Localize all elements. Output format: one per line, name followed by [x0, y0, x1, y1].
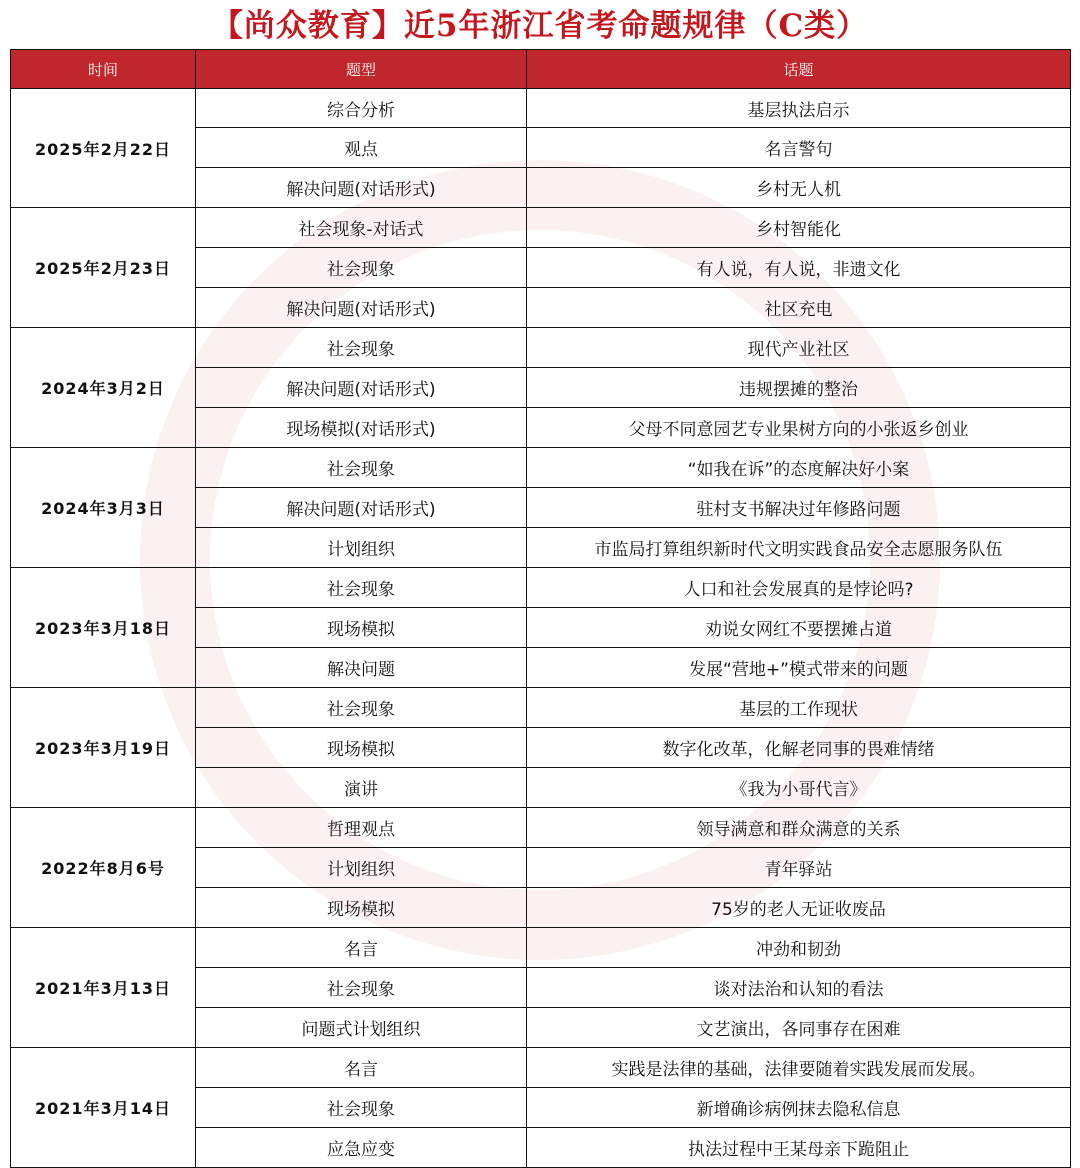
date-cell: 2022年8月6号 [11, 808, 196, 928]
question-type-cell: 解决问题 [196, 648, 527, 688]
topic-cell: 劝说女网红不要摆摊占道 [527, 608, 1071, 648]
question-type-cell: 哲理观点 [196, 808, 527, 848]
question-type-cell: 观点 [196, 128, 527, 168]
table-row [11, 928, 1071, 968]
topic-cell: 新增确诊病例抹去隐私信息 [527, 1088, 1071, 1128]
topic-cell: 市监局打算组织新时代文明实践食品安全志愿服务队伍 [527, 528, 1071, 568]
topic-cell: 基层的工作现状 [527, 688, 1071, 728]
question-type-cell: 社会现象 [196, 248, 527, 288]
topic-cell: 《我为小哥代言》 [527, 768, 1071, 808]
question-type-cell: 现场模拟 [196, 728, 527, 768]
question-type-cell: 解决问题(对话形式) [196, 368, 527, 408]
topic-cell: “如我在诉”的态度解决好小案 [527, 448, 1071, 488]
topic-cell: 有人说，有人说，非遗文化 [527, 248, 1071, 288]
question-type-cell: 社会现象 [196, 328, 527, 368]
topic-cell: 75岁的老人无证收废品 [527, 888, 1071, 928]
topic-cell: 社区充电 [527, 288, 1071, 328]
topic-cell: 青年驿站 [527, 848, 1071, 888]
question-type-cell: 现场模拟 [196, 608, 527, 648]
topic-cell: 基层执法启示 [527, 89, 1071, 128]
date-cell: 2024年3月2日 [11, 328, 196, 448]
question-type-cell: 社会现象 [196, 448, 527, 488]
topic-cell: 人口和社会发展真的是悖论吗? [527, 568, 1071, 608]
question-type-cell: 应急应变 [196, 1128, 527, 1168]
topic-cell: 现代产业社区 [527, 328, 1071, 368]
topic-cell: 名言警句 [527, 128, 1071, 168]
topic-cell: 发展“营地+”模式带来的问题 [527, 648, 1071, 688]
table-row [11, 89, 1071, 128]
question-type-cell: 计划组织 [196, 528, 527, 568]
topic-cell: 乡村无人机 [527, 168, 1071, 208]
question-type-cell: 社会现象-对话式 [196, 208, 527, 248]
date-cell: 2023年3月19日 [11, 688, 196, 808]
question-type-cell: 社会现象 [196, 568, 527, 608]
date-cell: 2021年3月14日 [11, 1048, 196, 1168]
header-topic: 话题 [527, 50, 1071, 89]
question-type-cell: 名言 [196, 1048, 527, 1088]
topic-cell: 冲劲和韧劲 [527, 928, 1071, 968]
question-type-cell: 名言 [196, 928, 527, 968]
question-type-cell: 社会现象 [196, 968, 527, 1008]
question-type-cell: 演讲 [196, 768, 527, 808]
topic-cell: 数字化改革，化解老同事的畏难情绪 [527, 728, 1071, 768]
topic-cell: 谈对法治和认知的看法 [527, 968, 1071, 1008]
question-type-cell: 现场模拟(对话形式) [196, 408, 527, 448]
question-type-cell: 问题式计划组织 [196, 1008, 527, 1048]
date-cell: 2025年2月23日 [11, 208, 196, 328]
header-type: 题型 [196, 50, 527, 89]
header-time: 时间 [11, 50, 196, 89]
date-cell: 2024年3月3日 [11, 448, 196, 568]
table-row [11, 688, 1071, 728]
question-type-cell: 解决问题(对话形式) [196, 288, 527, 328]
topic-cell: 文艺演出，各同事存在困难 [527, 1008, 1071, 1048]
topic-cell: 执法过程中王某母亲下跪阻止 [527, 1128, 1071, 1168]
topic-cell: 驻村支书解决过年修路问题 [527, 488, 1071, 528]
topic-cell: 领导满意和群众满意的关系 [527, 808, 1071, 848]
table-row [11, 1048, 1071, 1088]
topic-cell: 父母不同意园艺专业果树方向的小张返乡创业 [527, 408, 1071, 448]
topic-cell: 乡村智能化 [527, 208, 1071, 248]
date-cell: 2025年2月22日 [11, 89, 196, 208]
page-title: 【尚众教育】近5年浙江省考命题规律（C类） [211, 8, 869, 44]
question-type-cell: 现场模拟 [196, 888, 527, 928]
table-row [11, 568, 1071, 608]
topic-cell: 实践是法律的基础，法律要随着实践发展而发展。 [527, 1048, 1071, 1088]
question-type-cell: 社会现象 [196, 1088, 527, 1128]
table-row [11, 448, 1071, 488]
question-type-cell: 综合分析 [196, 89, 527, 128]
exam-topics-table [10, 49, 1071, 1168]
table-row [11, 808, 1071, 848]
table-body [11, 89, 1071, 1168]
date-cell: 2023年3月18日 [11, 568, 196, 688]
question-type-cell: 社会现象 [196, 688, 527, 728]
question-type-cell: 解决问题(对话形式) [196, 168, 527, 208]
topic-cell: 违规摆摊的整治 [527, 368, 1071, 408]
header-row [11, 50, 1071, 89]
table-row [11, 328, 1071, 368]
question-type-cell: 解决问题(对话形式) [196, 488, 527, 528]
question-type-cell: 计划组织 [196, 848, 527, 888]
table-row [11, 208, 1071, 248]
date-cell: 2021年3月13日 [11, 928, 196, 1048]
